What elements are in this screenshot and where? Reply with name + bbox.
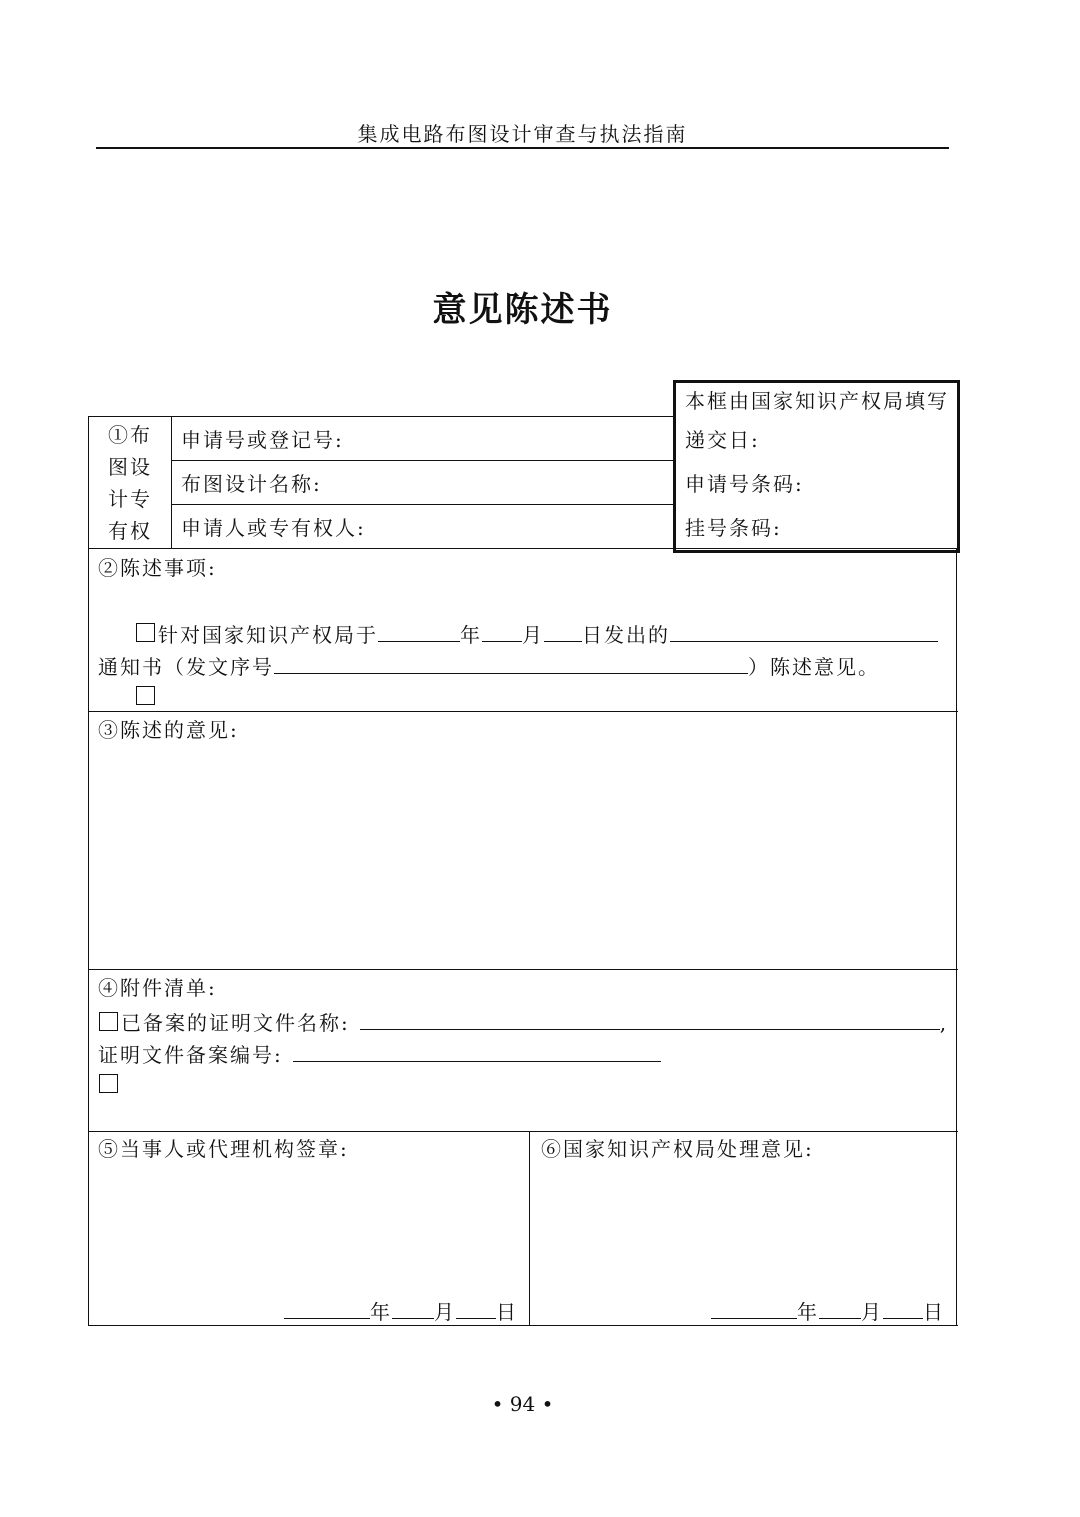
row-divider-2 xyxy=(88,711,958,712)
filed-docs-blank[interactable] xyxy=(360,1011,940,1030)
sec1-label-line4: 有权 xyxy=(108,519,152,543)
day-sent-label: 日发出的 xyxy=(582,623,670,647)
notice-serial-label: 通知书（发文序号 xyxy=(98,655,274,679)
opinion-text-area[interactable] xyxy=(92,750,952,964)
date-sent-day-blank[interactable] xyxy=(544,623,582,642)
date-sent-year-blank[interactable] xyxy=(378,623,460,642)
sec5-day-label: 日 xyxy=(496,1300,518,1324)
sec4-filing-no-line xyxy=(98,1043,661,1065)
sec1-divider-b xyxy=(171,504,675,505)
sec1-label-line2: 图设 xyxy=(108,455,152,479)
filed-docs-label: 已备案的证明文件名称: xyxy=(121,1011,350,1035)
table-left-border xyxy=(88,416,89,1326)
table-right-border xyxy=(956,548,957,1326)
sec1-label-line3: 计专 xyxy=(108,487,152,511)
sec6-month-blank[interactable] xyxy=(819,1300,861,1319)
sec1-label-line1: ①布 xyxy=(108,423,152,447)
submit-date-label: 递交日: xyxy=(685,428,760,452)
filed-docs-comma: , xyxy=(939,1011,949,1035)
sec5-year-label: 年 xyxy=(370,1300,392,1324)
sec6-heading: ⑥国家知识产权局处理意见: xyxy=(541,1137,814,1161)
sec4-option2-checkbox[interactable] xyxy=(99,1074,118,1093)
header-rule xyxy=(96,147,949,149)
month-label: 月 xyxy=(522,623,544,647)
signature-area[interactable] xyxy=(92,1170,524,1290)
sec5-year-blank[interactable] xyxy=(284,1300,370,1319)
sec2-notice-line xyxy=(98,655,880,677)
sec6-day-label: 日 xyxy=(923,1300,945,1324)
running-header: 集成电路布图设计审查与执法指南 xyxy=(357,122,688,146)
sec5-month-label: 月 xyxy=(434,1300,456,1324)
row-divider-4 xyxy=(88,1131,958,1132)
row-divider-3 xyxy=(88,969,958,970)
office-box-heading: 本框由国家知识产权局填写 xyxy=(685,389,949,413)
filing-no-label: 证明文件备案编号: xyxy=(98,1043,283,1067)
sec6-month-label: 月 xyxy=(861,1300,883,1324)
app-barcode-label: 申请号条码: xyxy=(685,472,804,496)
sec6-year-blank[interactable] xyxy=(711,1300,797,1319)
filing-no-blank[interactable] xyxy=(293,1043,661,1062)
sec2-option1-text xyxy=(158,623,938,645)
notice-intro: 针对国家知识产权局于 xyxy=(158,623,378,647)
sec6-day-blank[interactable] xyxy=(883,1300,923,1319)
reg-barcode-label: 挂号条码: xyxy=(685,516,782,540)
sec5-month-blank[interactable] xyxy=(392,1300,434,1319)
notice-type-blank[interactable] xyxy=(670,623,938,642)
page-number: • 94 • xyxy=(491,1392,554,1416)
sec3-heading: ③陈述的意见: xyxy=(98,718,239,742)
applicant-field[interactable]: 申请人或专有权人: xyxy=(181,516,366,540)
design-name-field[interactable]: 布图设计名称: xyxy=(181,472,322,496)
date-sent-month-blank[interactable] xyxy=(482,623,522,642)
year-label: 年 xyxy=(460,623,482,647)
sec4-option1-checkbox[interactable] xyxy=(99,1012,118,1031)
sec5-day-blank[interactable] xyxy=(456,1300,496,1319)
sec4-filed-docs-line xyxy=(121,1011,948,1033)
sec5-6-divider xyxy=(529,1131,530,1326)
sec4-heading: ④附件清单: xyxy=(98,976,217,1000)
sec5-date-line xyxy=(284,1300,518,1322)
table-top-border xyxy=(88,416,675,417)
sec2-heading: ②陈述事项: xyxy=(98,556,217,580)
table-bottom-border xyxy=(88,1325,958,1326)
sec1-divider-a xyxy=(171,460,675,461)
sec1-label-divider xyxy=(171,416,172,549)
office-opinion-area[interactable] xyxy=(534,1170,952,1290)
notice-end-text: ）陈述意见。 xyxy=(748,655,880,679)
notice-serial-blank[interactable] xyxy=(274,655,748,674)
sec6-date-line xyxy=(711,1300,945,1322)
sec2-option2-checkbox[interactable] xyxy=(136,686,155,705)
form-title: 意见陈述书 xyxy=(432,290,613,330)
sec6-year-label: 年 xyxy=(797,1300,819,1324)
sec5-heading: ⑤当事人或代理机构签章: xyxy=(98,1137,349,1161)
sec2-option1-checkbox[interactable] xyxy=(136,623,155,642)
app-no-field[interactable]: 申请号或登记号: xyxy=(181,428,344,452)
